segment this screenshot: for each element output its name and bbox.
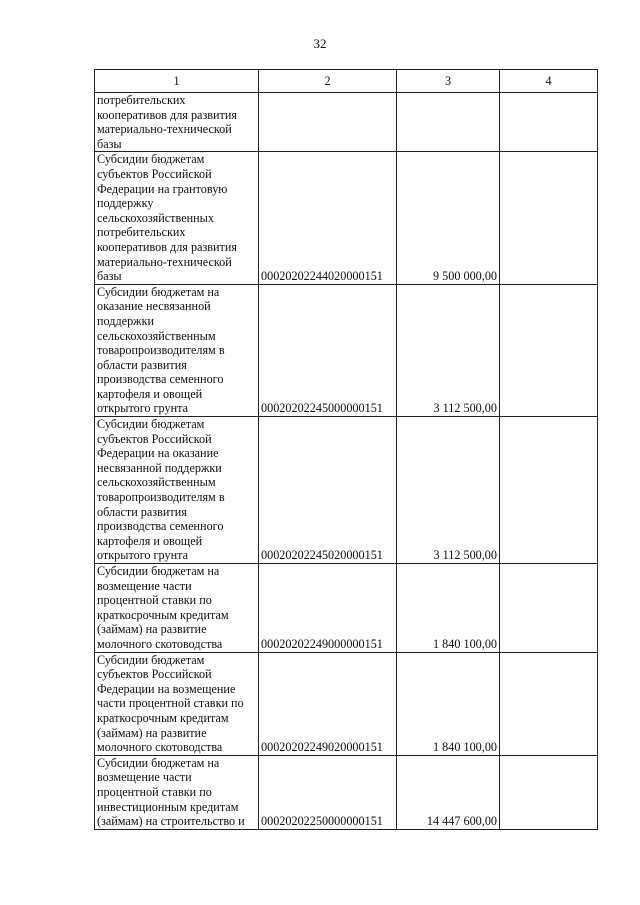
- table-row: [95, 417, 598, 564]
- table-row: [95, 284, 598, 416]
- page-number: 32: [313, 36, 327, 51]
- row-description: Субсидии бюджетам субъектов Российской Федерации на грантовую поддержку сельскохозяйственных потребительских кооперативов для развития материально-технической базы: [95, 152, 259, 284]
- row-description: Субсидии бюджетам на возмещение части процентной ставки по инвестиционным кредитам (займам) на строительство и: [95, 755, 259, 829]
- table-row: [95, 652, 598, 755]
- budget-table: [94, 69, 598, 830]
- row-amount: 14 447 600,00: [397, 755, 500, 829]
- row-description: Субсидии бюджетам на оказание несвязанной поддержки сельскохозяйственным товаропроизводителям в области развития производства семенного картофеля и овощей открытого грунта: [95, 284, 259, 416]
- row-col4: [500, 284, 598, 416]
- row-code: 00020202244020000151: [259, 152, 397, 284]
- header-col-4: 4: [500, 70, 598, 93]
- row-code: 00020202250000000151: [259, 755, 397, 829]
- row-code: 00020202249020000151: [259, 652, 397, 755]
- row-code: 00020202245000000151: [259, 284, 397, 416]
- row-col4: [500, 652, 598, 755]
- row-amount: [397, 93, 500, 152]
- row-col4: [500, 755, 598, 829]
- table-row: [95, 755, 598, 829]
- table-header-row: [95, 70, 598, 93]
- row-code: 00020202245020000151: [259, 417, 397, 564]
- row-code: [259, 93, 397, 152]
- row-description: потребительских кооперативов для развития материально-технической базы: [95, 93, 259, 152]
- row-col4: [500, 417, 598, 564]
- row-amount: 3 112 500,00: [397, 417, 500, 564]
- row-col4: [500, 93, 598, 152]
- row-description: Субсидии бюджетам субъектов Российской Федерации на возмещение части процентной ставки по краткосрочным кредитам (займам) на развитие молочного скотоводства: [95, 652, 259, 755]
- table-row: [95, 564, 598, 653]
- table-row: [95, 93, 598, 152]
- row-amount: 9 500 000,00: [397, 152, 500, 284]
- header-col-2: 2: [259, 70, 397, 93]
- header-col-1: 1: [95, 70, 259, 93]
- row-amount: 3 112 500,00: [397, 284, 500, 416]
- row-description: Субсидии бюджетам субъектов Российской Федерации на оказание несвязанной поддержки сельскохозяйственным товаропроизводителям в области развития производства семенного картофеля и овощей открытого грунта: [95, 417, 259, 564]
- row-description: Субсидии бюджетам на возмещение части процентной ставки по краткосрочным кредитам (займам) на развитие молочного скотоводства: [95, 564, 259, 653]
- row-code: 00020202249000000151: [259, 564, 397, 653]
- table-row: [95, 152, 598, 284]
- row-amount: 1 840 100,00: [397, 652, 500, 755]
- row-col4: [500, 564, 598, 653]
- header-col-3: 3: [397, 70, 500, 93]
- row-amount: 1 840 100,00: [397, 564, 500, 653]
- row-col4: [500, 152, 598, 284]
